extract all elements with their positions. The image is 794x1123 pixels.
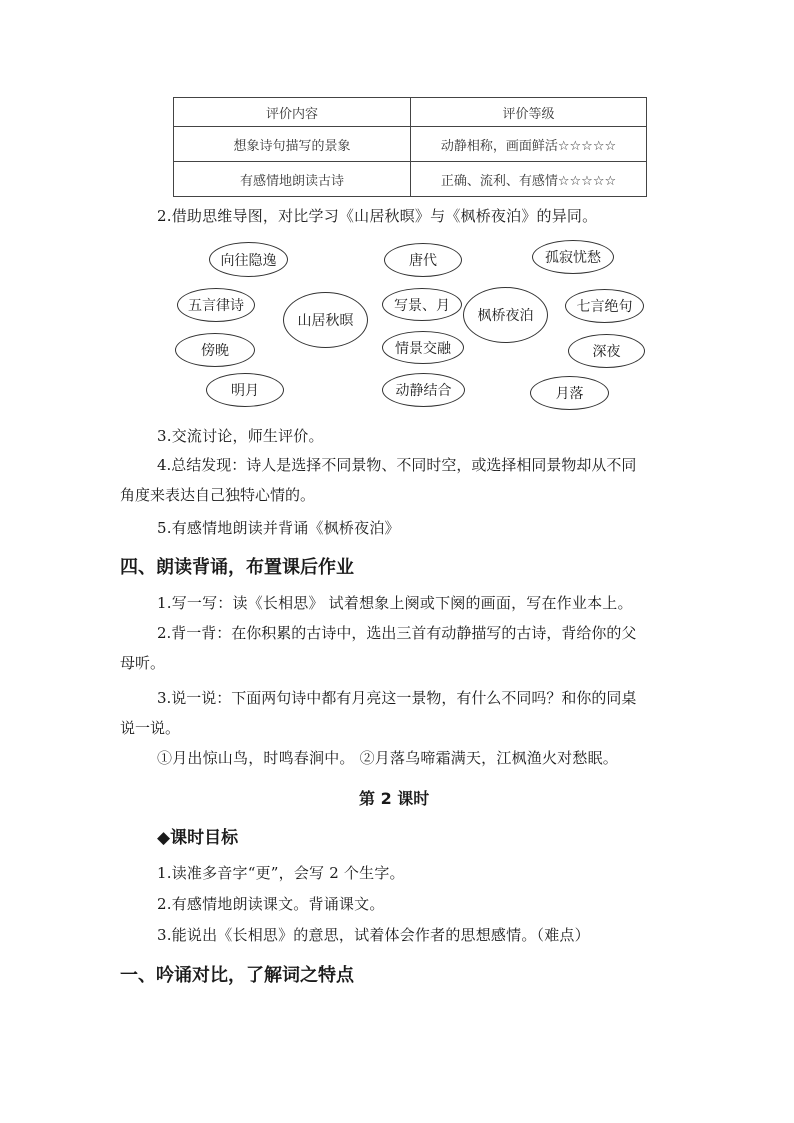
section-4-heading: 四、朗读背诵，布置课后作业	[120, 557, 354, 578]
mindmap-node-shared: 唐代	[384, 243, 462, 277]
evaluation-table	[173, 97, 647, 197]
mindmap-node-right: 深夜	[568, 334, 645, 368]
mindmap-node-right: 孤寂忧愁	[532, 240, 614, 274]
mindmap-node-right: 七言绝句	[565, 289, 644, 323]
mindmap-center-left: 山居秋暝	[283, 292, 368, 348]
step-4-text: 4.总结发现：诗人是选择不同景物、不同时空，或选择相同景物却从不同角度来表达自己独特心情的。	[120, 456, 637, 504]
mindmap-center-right: 枫桥夜泊	[463, 287, 548, 343]
table-header-cell: 评价内容	[174, 98, 411, 127]
mindmap-node-right: 月落	[530, 376, 609, 410]
homework-1: 1.写一写：读《长相思》 试着想象上阕或下阕的画面，写在作业本上。	[157, 594, 633, 612]
table-cell: 正确、流利、有感情☆☆☆☆☆	[411, 162, 647, 197]
step-5-text: 5.有感情地朗读并背诵《枫桥夜泊》	[157, 519, 400, 537]
goal-2: 2.有感情地朗读课文。背诵课文。	[157, 895, 385, 913]
step-3-text: 3.交流讨论，师生评价。	[157, 427, 324, 445]
table-cell: 动静相称，画面鲜活☆☆☆☆☆	[411, 127, 647, 162]
step-2-text: 2.借助思维导图，对比学习《山居秋暝》与《枫桥夜泊》的异同。	[157, 207, 598, 225]
poem-lines: ①月出惊山鸟，时鸣春涧中。 ②月落乌啼霜满天，江枫渔火对愁眠。	[157, 749, 618, 767]
mindmap-node-left: 傍晚	[175, 333, 255, 367]
table-header-row	[174, 98, 647, 127]
goal-1: 1.读准多音字“更”，会写 2 个生字。	[157, 864, 405, 882]
table-row	[174, 127, 647, 162]
lesson-2-title: 第 2 课时	[359, 789, 430, 808]
mindmap-node-shared: 动静结合	[382, 373, 465, 407]
homework-2: 2.背一背：在你积累的古诗中，选出三首有动静描写的古诗，背给你的父母听。	[120, 624, 637, 672]
mindmap-node-shared: 写景、月	[382, 288, 462, 321]
homework-3: 3.说一说：下面两句诗中都有月亮这一景物，有什么不同吗？和你的同桌说一说。	[120, 689, 637, 737]
mindmap-node-left: 向往隐逸	[209, 242, 288, 277]
mindmap-node-left: 明月	[206, 373, 284, 407]
table-cell: 有感情地朗读古诗	[174, 162, 411, 197]
goal-3: 3.能说出《长相思》的意思，试着体会作者的思想感情。（难点）	[157, 926, 590, 944]
mindmap-node-shared: 情景交融	[382, 331, 464, 364]
section-1-heading: 一、吟诵对比，了解词之特点	[120, 965, 354, 986]
mindmap-node-left: 五言律诗	[177, 288, 255, 322]
table-row	[174, 162, 647, 197]
table-header-cell: 评价等级	[411, 98, 647, 127]
lesson-goals-heading: ◆课时目标	[157, 828, 239, 848]
table-cell: 想象诗句描写的景象	[174, 127, 411, 162]
